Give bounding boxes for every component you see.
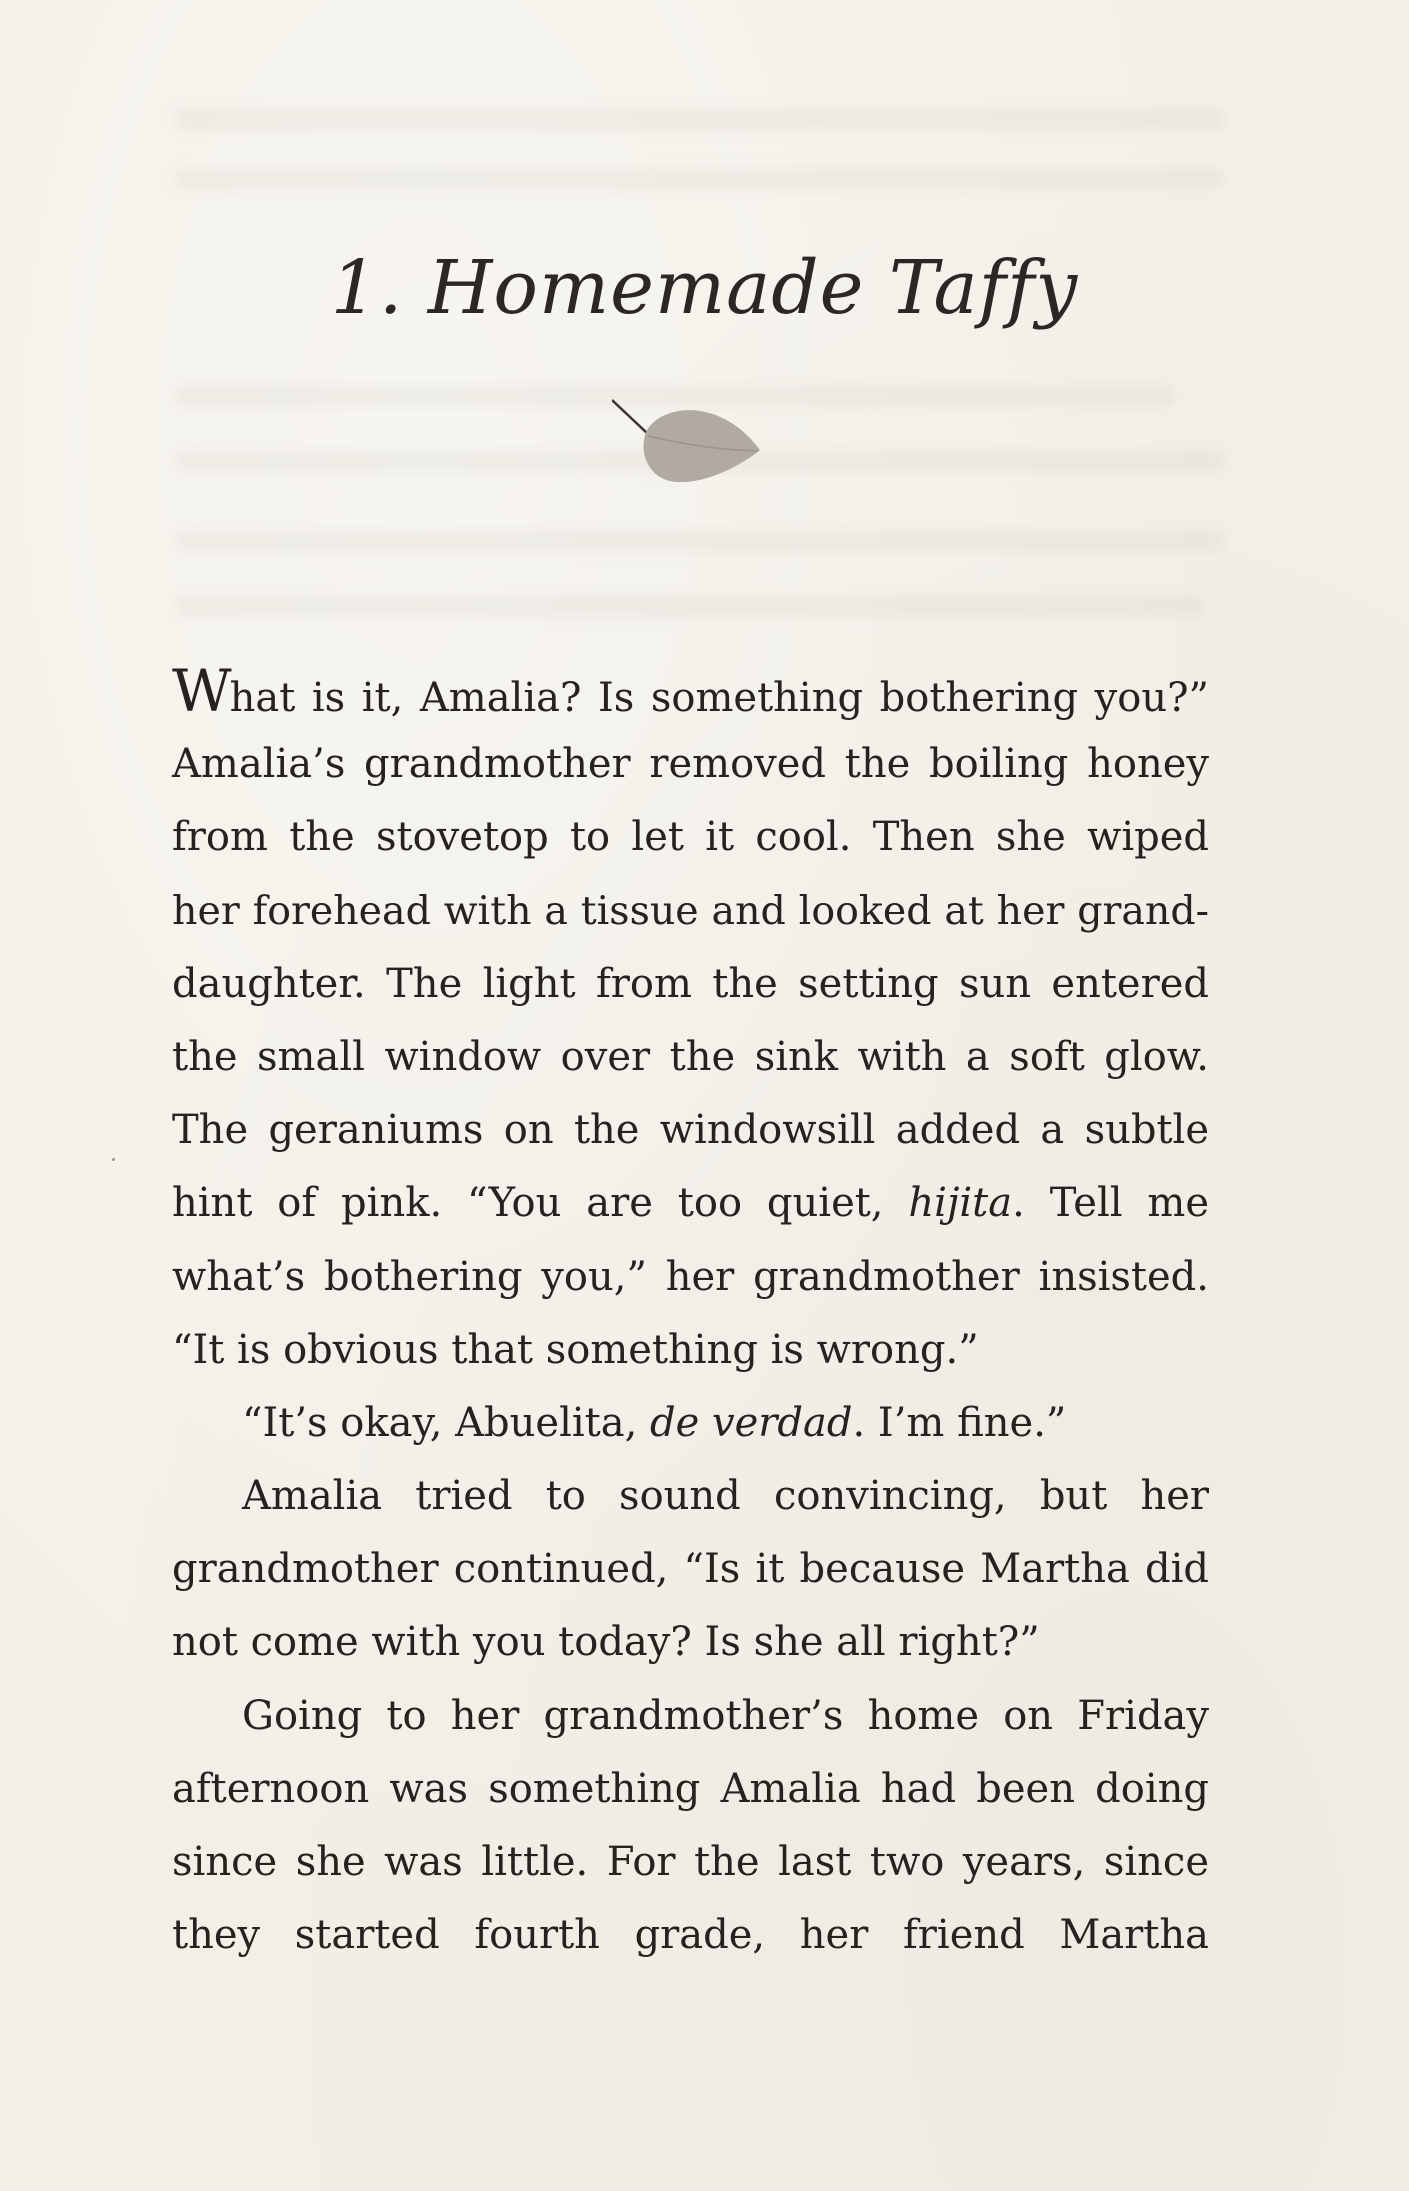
paragraph-line: afternoon was something Amalia had been doing xyxy=(172,1765,1209,1812)
chapter-title: 1. Homemade Taffy xyxy=(330,245,1079,331)
paragraph-line: What is it, Amalia? Is something bothering you?” xyxy=(172,657,1209,725)
bleed-through xyxy=(175,530,1225,552)
italic-word: hijita xyxy=(908,1180,1013,1227)
paragraph-line: hint of pink. “You are too quiet, hijita. Tell me xyxy=(172,1180,1210,1227)
leaf-icon xyxy=(612,398,792,508)
paragraph-line: the small window over the sink with a soft glow. xyxy=(172,1033,1209,1080)
paragraph-line: “It’s okay, Abuelita, de verdad. I’m fine.” xyxy=(242,1399,1067,1446)
chapter-body xyxy=(172,655,1209,1972)
drop-cap: W xyxy=(172,657,230,725)
paragraph-line: they started fourth grade, her friend Martha xyxy=(172,1912,1209,1959)
paragraph-line: not come with you today? Is she all right?” xyxy=(172,1619,1040,1666)
paragraph-line: Amalia tried to sound convincing, but her xyxy=(242,1473,1209,1520)
bleed-through xyxy=(175,595,1205,617)
paragraph-line: from the stovetop to let it cool. Then she wiped xyxy=(172,814,1209,861)
paragraph-line: daughter. The light from the setting sun entered xyxy=(172,960,1209,1007)
paragraph-line: since she was little. For the last two years, since xyxy=(172,1839,1209,1885)
paragraph-line: what’s bothering you,” her grandmother insisted. xyxy=(172,1253,1209,1300)
paragraph-line: The geraniums on the windowsill added a subtle xyxy=(172,1107,1209,1154)
italic-phrase: de verdad xyxy=(650,1399,853,1446)
paragraph-line: “It is obvious that something is wrong.” xyxy=(172,1326,979,1373)
paragraph-line: Amalia’s grandmother removed the boiling honey xyxy=(172,741,1209,788)
bleed-through xyxy=(175,168,1225,190)
paragraph-line: her forehead with a tissue and looked at her grand- xyxy=(172,887,1209,934)
paragraph-line: grandmother continued, “Is it because Martha did xyxy=(172,1546,1209,1593)
paper-speck xyxy=(112,1158,115,1161)
bleed-through xyxy=(175,108,1225,130)
paragraph-line: Going to her grandmother’s home on Friday xyxy=(242,1692,1209,1739)
